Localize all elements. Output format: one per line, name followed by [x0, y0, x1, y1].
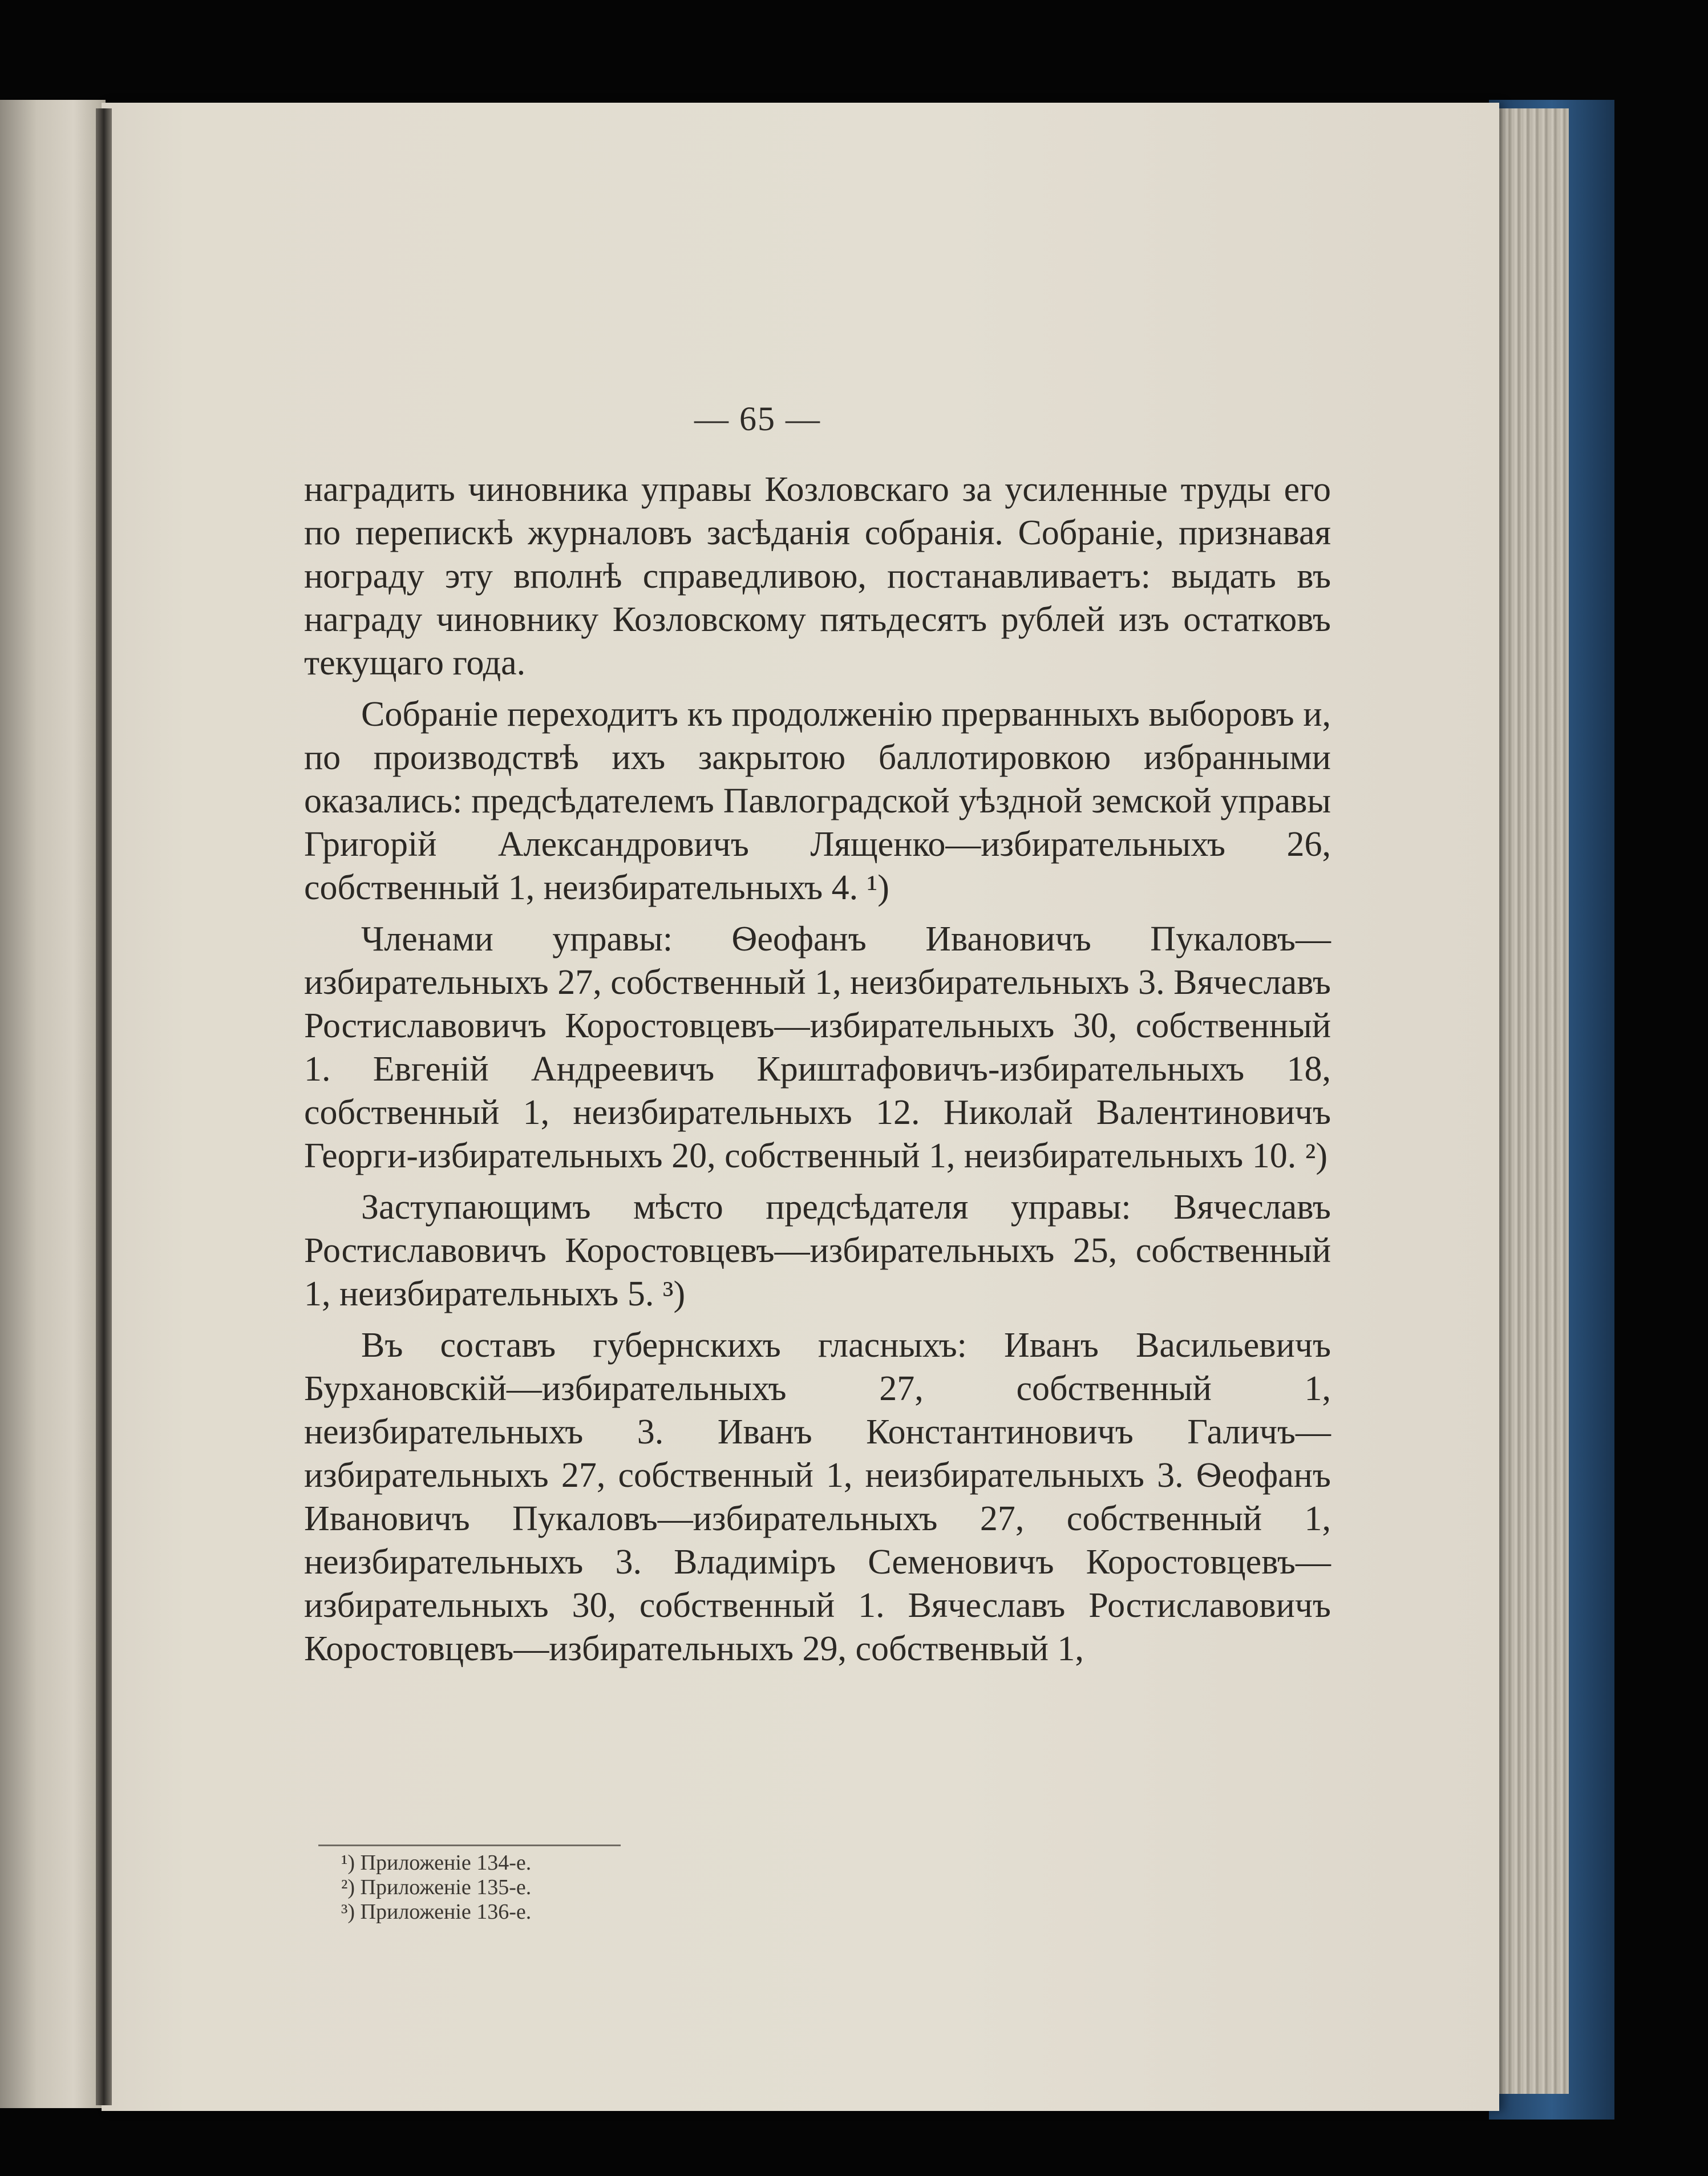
- book-gutter: [96, 108, 112, 2105]
- footnote-divider: [318, 1845, 621, 1846]
- paragraph: Членами управы: Ѳеофанъ Ивановичъ Пукаловъ—избирательныхъ 27, собственный 1, неизбирательныхъ 3. Вячеславъ Ростиславовичъ Коростовцевъ—избирательныхъ 30, собственный 1. Евгеній Андреевичъ Криштафовичъ-избирательныхъ 18, собственный 1, неизбирательныхъ 12. Николай Валентиновичъ Георги-избирательныхъ 20, собственный 1, неизбирательныхъ 10. ²): [304, 920, 1331, 1175]
- paragraph: Заступающимъ мѣсто предсѣдателя управы: Вячеславъ Ростиславовичъ Коростовцевъ—избирательныхъ 25, собственный 1, неизбирательныхъ 5. ³): [304, 1188, 1331, 1313]
- body-text: [304, 468, 1331, 1678]
- page-number: — 65 —: [694, 400, 821, 438]
- footnotes: [341, 1851, 531, 1924]
- book-page: [102, 103, 1499, 2111]
- left-facing-page: [0, 100, 106, 2108]
- page-edges: [1495, 108, 1569, 2094]
- paragraph: наградить чиновника управы Козловскаго за усиленные труды его по перепискѣ журналовъ засѣданія собранія. Собраніе, признавая нограду эту вполнѣ справедливою, постанавливаетъ: выдать въ награду чиновнику Козловскому пятьдесятъ рублей изъ остатковъ текущаго года.: [304, 470, 1331, 682]
- footnote: ¹) Приложеніе 134-е.: [341, 1851, 532, 1875]
- footnote: ³) Приложеніе 136-е.: [341, 1900, 532, 1924]
- paragraph: Въ составъ губернскихъ гласныхъ: Иванъ Васильевичъ Бурхановскій—избирательныхъ 27, собственный 1, неизбирательныхъ 3. Иванъ Константиновичъ Галичъ—избирательныхъ 27, собственный 1, неизбирательныхъ 3. Ѳеофанъ Ивановичъ Пукаловъ—избирательныхъ 27, собственный 1, неизбирательныхъ 3. Владиміръ Семеновичъ Коростовцевъ—избирательныхъ 30, собственный 1. Вячеславъ Ростиславовичъ Коростовцевъ—избирательныхъ 29, собственвый 1,: [304, 1326, 1331, 1668]
- footnote: ²) Приложеніе 135-е.: [341, 1875, 532, 1899]
- paragraph: Собраніе переходитъ къ продолженію прерванныхъ выборовъ и, по производствѣ ихъ закрытою баллотировкою избранными оказались: предсѣдателемъ Павлоградской уѣздной земской управы Григорій Александровичъ Лященко—избирательныхъ 26, собственный 1, неизбирательныхъ 4. ¹): [304, 695, 1331, 907]
